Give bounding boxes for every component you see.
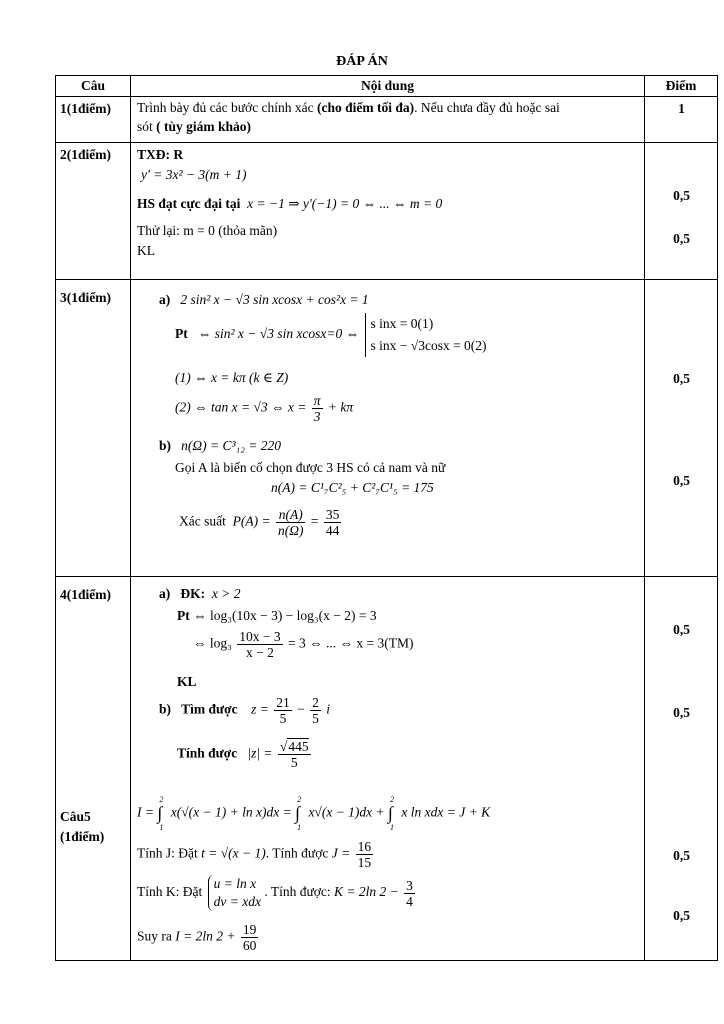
q1-text-b: (cho điểm tối đa) xyxy=(317,100,415,115)
q3-b-equation: n(Ω) = C³₁₂ = 220 xyxy=(181,438,282,453)
q3-content: a) 2 sin² x − √3 sin xcosx + cos²x = 1 Pt ⇔ sin² x − √3 sin xcosx=0 ⇔ s inx = 0(1) s inx − √3cosx = 0(2) (1) ⇔ x = kπ (k ∈ Z) (2) ⇔ tan x = √3 ⇔ x = $\frac{\pi}{3}$ + kπ b) n(Ω) = C³₁₂ = 220 Gọi A là biến cố chọn được 3 HS có cả nam và nữ n(A) = C¹₇C²₅ + C²₇C¹₅ = 175 Xác suất P(A) = $\frac{n(A)}{n(\Omega)}$ = $\frac{35}{44}$ xyxy=(131,280,645,577)
q4-abs-fraction xyxy=(278,739,311,770)
header-row xyxy=(56,76,718,97)
q2-cuc-dai: HS đạt cực đại tại xyxy=(137,196,241,211)
q5-dv-expr: dv = xdx xyxy=(213,894,261,909)
q5-k-den: 4 xyxy=(406,893,413,909)
q4-a-label: a) xyxy=(159,586,171,601)
q3-na: n(A) = C¹₇C²₅ + C²₇C¹₅ = 175 xyxy=(271,480,434,495)
q3-xac-suat: Xác suất xyxy=(179,513,226,529)
q4-abs-num: 445 xyxy=(288,739,309,754)
q5-u-expr: u = ln x xyxy=(213,876,257,891)
q4-z1-den: 5 xyxy=(279,711,287,726)
q5-points-2: 0,5 xyxy=(673,908,690,923)
q5-k-num: 3 xyxy=(406,877,413,893)
q3-points-1: 0,5 xyxy=(673,371,690,386)
q3-value-fraction xyxy=(324,507,342,538)
q3-sol2-den: 3 xyxy=(313,409,321,424)
q2-txd: TXĐ: R xyxy=(137,147,184,162)
q1-text-d: sót xyxy=(137,119,157,134)
q2-label: 2(1điểm) xyxy=(60,147,111,162)
q4-z-pre: z = xyxy=(251,701,269,717)
q4-log-post: = 3 ⇔ ... ⇔ x = 3(TM) xyxy=(287,635,414,651)
q3-pt-label: Pt xyxy=(175,326,188,342)
q5-j-num: 16 xyxy=(357,839,372,854)
q3-value-den: 44 xyxy=(325,523,340,538)
q1-text-a: Trình bày đủ các bước chính xác xyxy=(137,100,318,115)
q5-i-num: 19 xyxy=(242,922,257,937)
q3-case-2: s inx − √3cosx = 0(2) xyxy=(370,338,487,353)
q3-label: 3(1điểm) xyxy=(60,290,111,305)
q2-cuc-dai-expr: x = −1 ⇒ y'(−1) = 0 ⇔ ... ⇔ m = 0 xyxy=(247,196,443,211)
q5-j-pre: J = xyxy=(331,845,351,861)
q5-subst-brace xyxy=(208,875,261,911)
q5-tinh-j: Tính J: Đặt xyxy=(137,845,198,861)
q5-i-eq-c: x√(x − 1)dx + xyxy=(308,804,385,820)
q4-abs-z: |z| = xyxy=(247,745,273,761)
q4-pt-label: Pt xyxy=(177,608,190,623)
q4-z1-fraction xyxy=(274,695,292,726)
q1-text-c: . Nếu chưa đầy đủ hoặc sai xyxy=(414,100,560,115)
row-q4-q5 xyxy=(56,577,718,961)
q4-points-2: 0,5 xyxy=(673,705,690,720)
q1-text-e: ( tùy giám khảo) xyxy=(156,119,252,134)
row-q3 xyxy=(56,280,718,577)
q4-z2-num: 2 xyxy=(312,695,319,710)
q2-thu-lai: Thử lại: m = 0 (thỏa mãn) xyxy=(137,223,278,238)
q3-pa-num: n(A) xyxy=(276,507,306,523)
q3-sol2-num: π xyxy=(313,393,321,408)
q4-log-num: 10x − 3 xyxy=(239,629,281,644)
q4-pt-expr: ⇔ log₃(10x − 3) − log₃(x − 2) = 3 xyxy=(193,608,377,623)
q4-dk: ĐK: xyxy=(180,586,206,601)
q4-z-post: i xyxy=(326,701,330,717)
q3-a-label: a) xyxy=(159,292,171,307)
row-q1 xyxy=(56,97,718,143)
q4-tim-duoc: Tìm được xyxy=(181,701,238,717)
page-title: ĐÁP ÁN xyxy=(336,54,388,69)
header-cau: Câu xyxy=(56,76,131,97)
q3-pt-expr: ⇔ sin² x − √3 sin xcosx=0 ⇔ xyxy=(197,326,360,342)
q2-kl: KL xyxy=(137,243,155,258)
q3-solution-1: (1) ⇔ x = kπ (k ∈ Z) xyxy=(175,370,289,385)
q1-content xyxy=(131,97,645,143)
q5-j-den: 15 xyxy=(357,855,372,870)
q2-content xyxy=(131,143,645,280)
q5-i-eq-a: I = xyxy=(137,804,154,820)
q5-points-1: 0,5 xyxy=(673,848,690,863)
q4-label: 4(1điểm) xyxy=(60,587,111,602)
q4-log-den: x − 2 xyxy=(245,645,274,660)
q3-pa-fraction xyxy=(276,507,306,538)
q5-i-den: 60 xyxy=(242,938,257,953)
q5-i-pre: I = 2ln 2 + xyxy=(175,928,236,944)
header-diem: Điểm xyxy=(645,76,718,97)
q5-i-eq-d: x ln xdx = J + K xyxy=(401,804,491,820)
q5-label-1: Câu5 xyxy=(60,809,91,824)
q5-integral-line xyxy=(137,795,491,832)
q5-tinh-duoc-j: . Tính được xyxy=(265,845,329,861)
q5-k-pre: K = 2ln 2 − xyxy=(334,884,399,900)
q4-log-fraction xyxy=(237,629,282,660)
q4-q5-content: a) ĐK: x > 2 Pt ⇔ log₃(10x − 3) − log₃(x − 2) = 3 ⇔ log₃ $\frac{10x - 3}{x - 2}$ = 3 ⇔ ... ⇔ x = 3(TM) KL b) Tìm được z = $\frac{21}{5}$ − $\frac{2}{5}$ i Tính được |z| = $\frac{√445}{5}$ I = ∫ 2 1 x(√(x − 1) + ln x)dx = ∫ 2 1 x√(x − 1)dx + ∫ 2 1 x ln xdx = J + K Tính J: Đặt t = √(x − 1). Tính được J = $\frac{16}{15}$ Tính K: Đặt u = ln x dv = xdx . Tính được: K = 2ln 2 − $\frac{3}{4}$ Suy ra I = 2ln 2 + $\frac{19}{60}$ xyxy=(131,577,645,961)
q4-kl: KL xyxy=(177,674,197,689)
header-noidung: Nội dung xyxy=(131,76,645,97)
q5-i-fraction xyxy=(241,922,259,953)
q3-pa-den: n(Ω) xyxy=(277,523,304,538)
q1-points: 1 xyxy=(678,101,685,116)
q3-sol2-fraction xyxy=(312,393,323,424)
q5-label-2: (1điểm) xyxy=(60,829,105,844)
answer-table xyxy=(55,75,718,961)
q4-z1-num: 21 xyxy=(276,695,290,710)
q4-b-label: b) xyxy=(159,701,172,717)
integral-sign-icon: ∫ 2 1 xyxy=(388,795,395,832)
q5-k-fraction xyxy=(404,878,415,909)
q5-tinh-k: Tính K: Đặt xyxy=(137,884,203,900)
integral-sign-icon: ∫ 2 1 xyxy=(295,795,302,832)
q2-points-2: 0,5 xyxy=(673,231,690,246)
q3-value-num: 35 xyxy=(325,507,340,522)
q4-log-pre: ⇔ log₃ xyxy=(193,635,232,651)
q4-tinh-duoc: Tính được xyxy=(177,745,238,761)
q3-case-bracket xyxy=(365,313,487,357)
q3-sol2-b: + kπ xyxy=(327,399,354,415)
q4-points-1: 0,5 xyxy=(673,622,690,637)
integral-sign-icon: ∫ 2 1 xyxy=(157,795,164,832)
q4-z2-fraction xyxy=(310,695,321,726)
q1-label: 1(1điểm) xyxy=(60,101,111,116)
q4-abs-den: 5 xyxy=(290,755,298,770)
q3-case-1: s inx = 0(1) xyxy=(370,316,434,331)
q2-points-1: 0,5 xyxy=(673,188,690,203)
q5-j-fraction xyxy=(356,839,374,870)
q5-i-eq-b: x(√(x − 1) + ln x)dx = xyxy=(170,804,292,820)
q5-t-expr: t = √(x − 1) xyxy=(201,845,266,861)
q3-sol2-a: (2) ⇔ tan x = √3 ⇔ x = xyxy=(175,399,307,415)
q3-goi-a: Gọi A là biến cố chọn được 3 HS có cả nam và nữ xyxy=(175,460,446,475)
q5-tinh-duoc-k: . Tính được: xyxy=(264,884,331,900)
q3-pa: P(A) = xyxy=(232,513,271,529)
q2-derivative: y' = 3x² − 3(m + 1) xyxy=(141,167,247,182)
q4-z2-den: 5 xyxy=(312,711,319,726)
row-q2 xyxy=(56,143,718,280)
q3-a-equation: 2 sin² x − √3 sin xcosx + cos²x = 1 xyxy=(180,292,369,307)
q4-dk-expr: x > 2 xyxy=(211,586,241,601)
q3-points-2: 0,5 xyxy=(673,473,690,488)
q5-suy-ra: Suy ra xyxy=(137,928,172,944)
q4-abs-num-wrap: √445 xyxy=(279,739,309,754)
q3-b-label: b) xyxy=(159,438,172,453)
